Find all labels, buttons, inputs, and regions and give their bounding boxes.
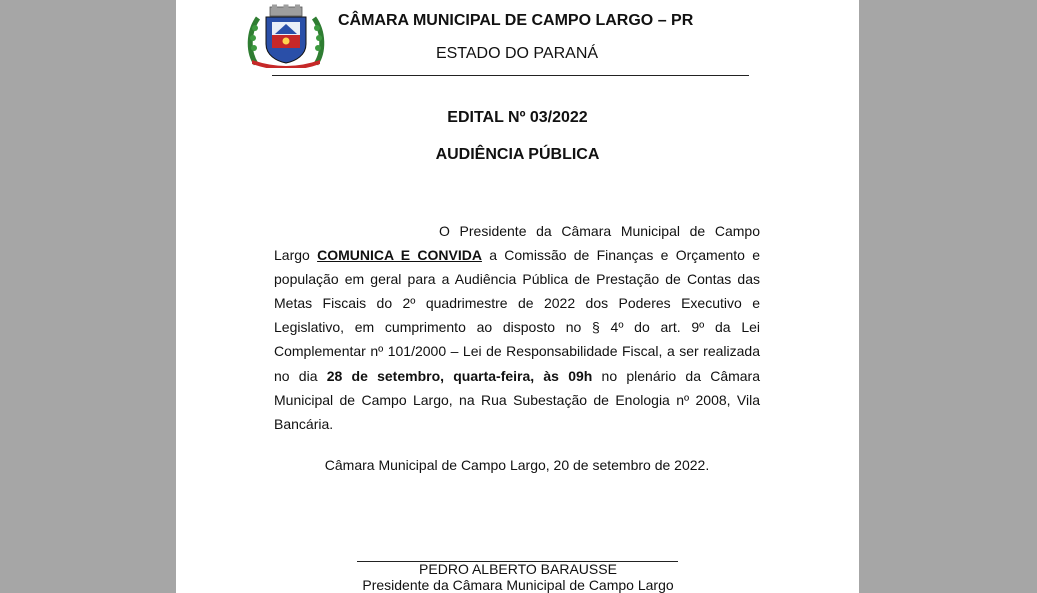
org-name: CÂMARA MUNICIPAL DE CAMPO LARGO – PR	[338, 12, 694, 29]
signer-name: PEDRO ALBERTO BARAUSSE	[419, 561, 617, 577]
body-date: 28 de setembro, quarta-feira, às 09h	[326, 367, 593, 384]
state-name: ESTADO DO PARANÁ	[435, 45, 599, 62]
edital-title: EDITAL Nº 03/2022	[447, 109, 588, 126]
date-line: Câmara Municipal de Campo Largo, 20 de setembro de 2022.	[324, 457, 710, 473]
body-intro: O Presidente da Câmara Municipal de Campo Largo	[274, 223, 760, 264]
notice-body	[274, 219, 760, 436]
body-location: no plenário da Câmara Municipal de Campo Largo, na Rua Subestação de Enologia nº 2008, Vila Bancária.	[274, 367, 761, 432]
municipal-coat-of-arms-icon	[246, 4, 326, 68]
signer-title: Presidente da Câmara Municipal de Campo Largo	[362, 577, 674, 593]
body-emphasis: COMUNICA E CONVIDA	[317, 247, 482, 264]
edital-subtitle: AUDIÊNCIA PÚBLICA	[435, 146, 600, 163]
header-divider	[272, 75, 749, 76]
document-page	[176, 0, 859, 593]
body-main: a Comissão de Finanças e Orçamento e população em geral para a Audiência Pública de Prestação de Contas das Metas Fiscais do 2º quadrimestre de 2022 dos Poderes Executivo e Legislativo, em cumprimento ao disposto no § 4º do art. 9º da Lei Complementar nº 101/2000 – Lei de Responsabilidade Fiscal, a ser realizada no dia	[274, 247, 760, 384]
